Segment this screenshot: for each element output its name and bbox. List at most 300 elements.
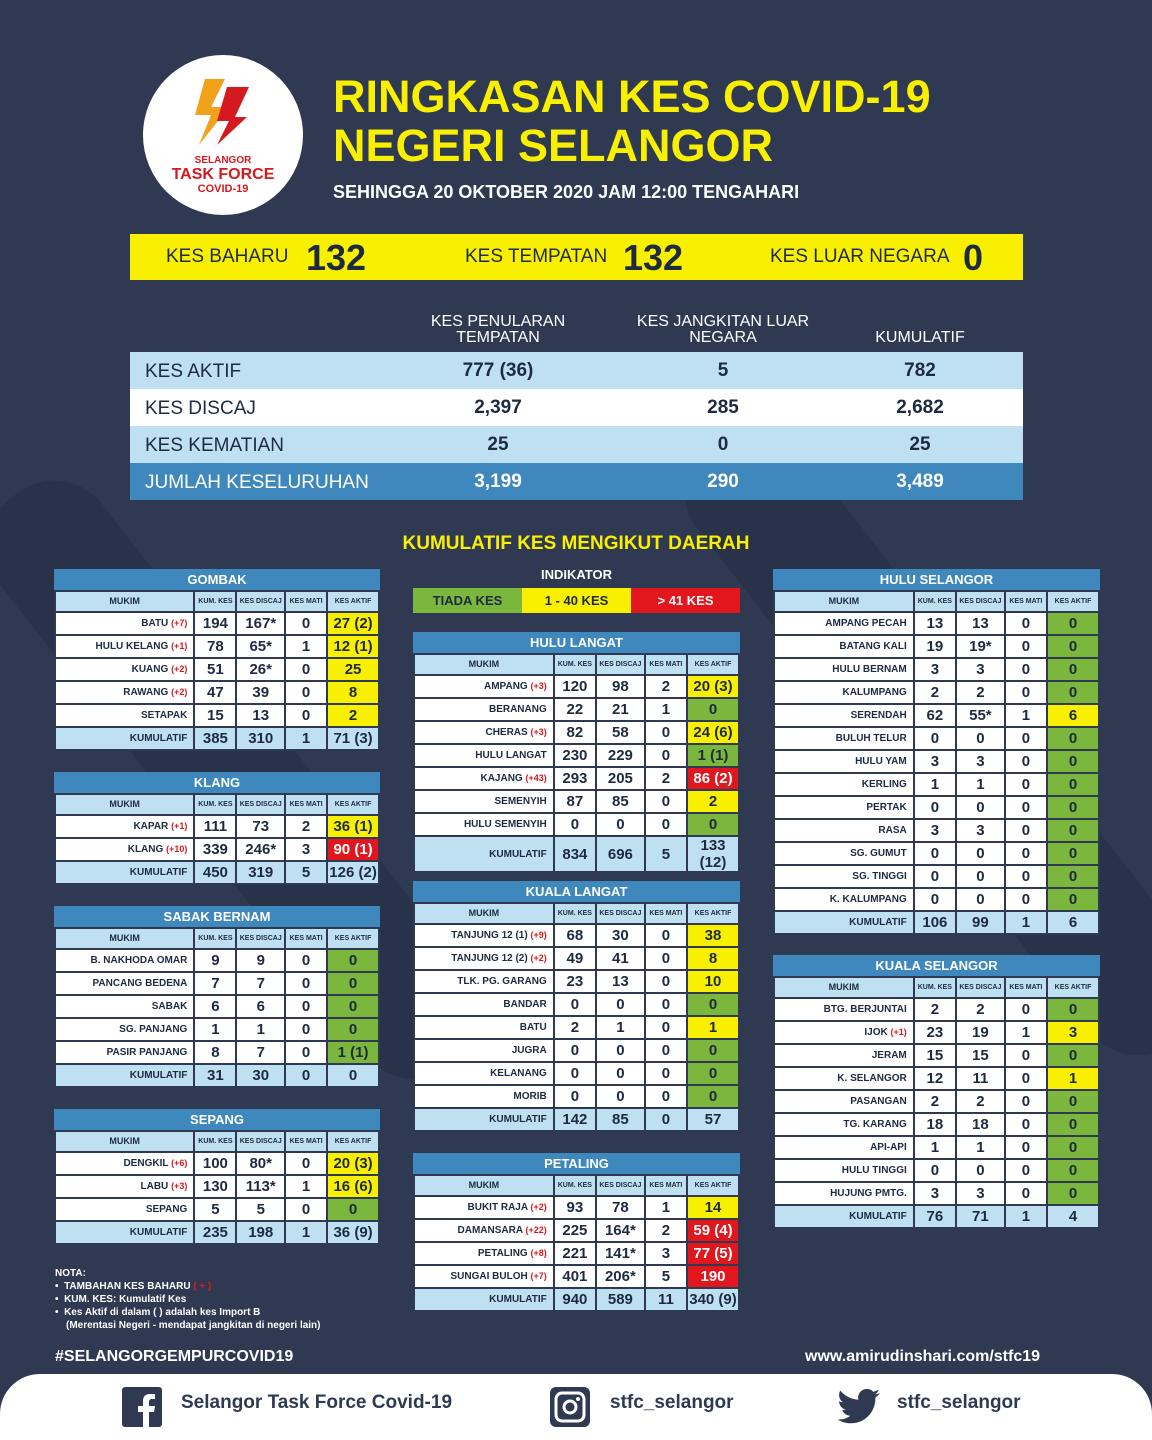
table-row [774, 1182, 1099, 1205]
summary-row-discaj [130, 389, 1023, 426]
column-header: MUKIM [55, 591, 194, 612]
summary-row-jumlah [130, 463, 1023, 500]
kes-aktif: 0 [1047, 1113, 1099, 1136]
new-case-increment: (+2) [530, 1202, 547, 1212]
mukim-label: CHERAS [485, 727, 528, 738]
table-row [414, 1242, 739, 1265]
kumulatif-value: 319 [236, 861, 285, 884]
kes-mati: 0 [645, 1062, 687, 1085]
kes-discaj: 11 [956, 1067, 1005, 1090]
kes-discaj: 206* [596, 1265, 645, 1288]
new-case-increment: (+7) [171, 618, 188, 628]
twitter-icon[interactable] [836, 1387, 882, 1427]
indicator-41-kes: > 41 KES [631, 588, 740, 613]
kes-mati: 0 [1005, 635, 1047, 658]
kes-discaj: 0 [956, 888, 1005, 911]
kum-kes: 401 [554, 1265, 596, 1288]
mukim-name [55, 838, 194, 861]
column-header-row [414, 654, 739, 675]
kes-discaj: 9 [236, 949, 285, 972]
kes-discaj: 1 [956, 1136, 1005, 1159]
kum-kes: 3 [914, 658, 956, 681]
facebook-icon[interactable] [122, 1387, 162, 1427]
kes-aktif: 86 (2) [687, 767, 739, 790]
kes-discaj: 1 [236, 1018, 285, 1041]
kes-discaj: 164* [596, 1219, 645, 1242]
column-header: KES MATI [1005, 591, 1047, 612]
column-header: KES MATI [285, 794, 327, 815]
kum-kes: 87 [554, 790, 596, 813]
column-header: KES DISCAJ [596, 1175, 645, 1196]
kes-discaj: 18 [956, 1113, 1005, 1136]
column-header: KES AKTIF [687, 1175, 739, 1196]
mukim-label: PASANGAN [850, 1096, 907, 1107]
indicator-1-40-kes: 1 - 40 KES [522, 588, 631, 613]
table-row [414, 993, 739, 1016]
column-header: KES AKTIF [327, 1131, 379, 1152]
kes-mati: 0 [1005, 888, 1047, 911]
mukim-label: BULUH TELUR [835, 733, 907, 744]
summary-cell: 5 [717, 360, 729, 381]
mukim-name [414, 1219, 554, 1242]
summary-cell: 285 [707, 397, 739, 418]
kes-aktif: 0 [687, 1039, 739, 1062]
kes-mati: 0 [285, 658, 327, 681]
kes-discaj: 0 [596, 813, 645, 836]
kes-mati: 0 [285, 1198, 327, 1221]
kumulatif-value: 1 [285, 1221, 327, 1244]
kes-discaj: 141* [596, 1242, 645, 1265]
mukim-name [414, 1265, 554, 1288]
table-row [414, 767, 739, 790]
column-header: MUKIM [414, 654, 554, 675]
column-header: KES AKTIF [1047, 977, 1099, 998]
instagram-link[interactable]: stfc_selangor [610, 1392, 734, 1413]
kes-mati: 0 [285, 1041, 327, 1064]
kes-mati: 0 [645, 1085, 687, 1108]
kes-mati: 0 [645, 993, 687, 1016]
kumulatif-value: 31 [194, 1064, 236, 1087]
column-header: KUM. KES [194, 794, 236, 815]
kum-kes: 12 [914, 1067, 956, 1090]
column-header: KES DISCAJ [596, 654, 645, 675]
column-header-row [55, 928, 379, 949]
footer [0, 1374, 1152, 1440]
district-table-gombak [54, 569, 380, 751]
mukim-name [55, 612, 194, 635]
kes-mati: 1 [645, 698, 687, 721]
kum-kes: 82 [554, 721, 596, 744]
kum-kes: 7 [194, 972, 236, 995]
table-row [55, 1152, 379, 1175]
column-header: MUKIM [55, 794, 194, 815]
kes-discaj: 1 [596, 1016, 645, 1039]
mukim-label: KAPAR [133, 821, 169, 832]
district-grid [54, 590, 380, 751]
title-line1: RINGKASAN KES COVID-19 [333, 71, 931, 122]
mukim-label: DENGKIL [123, 1158, 169, 1169]
kum-kes: 0 [914, 842, 956, 865]
mukim-name [774, 1113, 914, 1136]
kes-aktif: 3 [1047, 1021, 1099, 1044]
mukim-label: PERTAK [866, 802, 907, 813]
mukim-name [774, 819, 914, 842]
summary-cell: 3,199 [474, 471, 522, 492]
mukim-label: BATU [141, 618, 169, 629]
kes-discaj: 113* [236, 1175, 285, 1198]
logo-line2: TASK FORCE [171, 166, 275, 183]
mukim-name [414, 970, 554, 993]
new-case-increment: (+43) [525, 773, 547, 783]
kes-mati: 3 [285, 838, 327, 861]
table-row [55, 658, 379, 681]
kes-mati: 0 [645, 790, 687, 813]
kes-aktif: 8 [687, 947, 739, 970]
kes-discaj: 41 [596, 947, 645, 970]
kum-kes: 0 [914, 796, 956, 819]
kes-aktif: 1 [687, 1016, 739, 1039]
twitter-link[interactable]: stfc_selangor [897, 1392, 1021, 1413]
kes-discaj: 55* [956, 704, 1005, 727]
kes-aktif: 6 [1047, 704, 1099, 727]
district-table-sepang [54, 1109, 380, 1245]
mukim-label: IJOK [864, 1027, 888, 1038]
column-header: KUM. KES [554, 903, 596, 924]
summary-row-label: KES KEMATIAN [145, 435, 285, 456]
column-header: KES MATI [645, 654, 687, 675]
kumulatif-value: 30 [236, 1064, 285, 1087]
district-grid [54, 927, 380, 1088]
kumulatif-value: 310 [236, 727, 285, 750]
kumulatif-value: 0 [285, 1064, 327, 1087]
kes-discaj: 0 [956, 796, 1005, 819]
table-row [414, 675, 739, 698]
table-row [774, 998, 1099, 1021]
notes [55, 1267, 321, 1332]
kes-aktif: 12 (1) [327, 635, 379, 658]
kumulatif-value: 6 [1047, 911, 1099, 934]
mukim-label: HULU LANGAT [475, 750, 547, 761]
kes-aktif: 0 [327, 1198, 379, 1221]
mukim-label: SEPANG [145, 1204, 188, 1215]
new-case-increment: (+3) [530, 727, 547, 737]
table-row [774, 1113, 1099, 1136]
table-row [55, 681, 379, 704]
kes-discaj: 3 [956, 1182, 1005, 1205]
district-table-klang [54, 772, 380, 885]
kes-mati: 0 [645, 924, 687, 947]
column-header-row [414, 903, 739, 924]
kes-aktif: 24 (6) [687, 721, 739, 744]
kes-mati: 2 [285, 815, 327, 838]
kum-kes: 230 [554, 744, 596, 767]
kumulatif-label: KUMULATIF [55, 1221, 194, 1244]
kes-mati: 2 [645, 675, 687, 698]
mukim-name [414, 1016, 554, 1039]
kum-kes: 0 [554, 1039, 596, 1062]
kes-aktif: 25 [327, 658, 379, 681]
kes-aktif: 20 (3) [687, 675, 739, 698]
kes-discaj: 73 [236, 815, 285, 838]
kes-discaj: 2 [956, 681, 1005, 704]
mukim-name [414, 675, 554, 698]
table-row [55, 704, 379, 727]
nota-line3-text: Kes Aktif di dalam ( ) adalah kes Import B [64, 1307, 261, 1318]
indicator-legend [413, 567, 740, 613]
column-header: KES AKTIF [327, 928, 379, 949]
mukim-label: BANDAR [503, 999, 547, 1010]
summary-header-tempatan: KES PENULARAN TEMPATAN [430, 313, 566, 346]
district-table-kuala-selangor [773, 955, 1100, 1229]
table-row [774, 819, 1099, 842]
kum-kes: 194 [194, 612, 236, 635]
kes-luar-label: KES LUAR NEGARA [770, 246, 950, 267]
summary-cell: 2,397 [474, 397, 522, 418]
mukim-label: TG. KARANG [843, 1119, 907, 1130]
kes-aktif: 0 [687, 813, 739, 836]
column-header: KES MATI [645, 903, 687, 924]
kes-mati: 0 [1005, 865, 1047, 888]
kes-baharu-value: 132 [306, 237, 367, 278]
kumulatif-label: KUMULATIF [774, 1205, 914, 1228]
kes-discaj: 80* [236, 1152, 285, 1175]
kum-kes: 1 [194, 1018, 236, 1041]
nota-line1: • TAMBAHAN KES BAHARU ( + ) [55, 1281, 212, 1292]
kes-mati: 2 [645, 1219, 687, 1242]
mukim-name [774, 1090, 914, 1113]
table-row [414, 698, 739, 721]
table-row [414, 1039, 739, 1062]
mukim-name [55, 1175, 194, 1198]
mukim-label: RAWANG [123, 687, 169, 698]
kes-mati: 0 [1005, 1159, 1047, 1182]
column-header-row [55, 794, 379, 815]
kes-mati: 0 [1005, 1090, 1047, 1113]
kum-kes: 23 [554, 970, 596, 993]
nota-line2: • KUM. KES: Kumulatif Kes [55, 1294, 187, 1305]
kes-discaj: 0 [596, 1039, 645, 1062]
kum-kes: 2 [914, 681, 956, 704]
kes-discaj: 78 [596, 1196, 645, 1219]
kum-kes: 19 [914, 635, 956, 658]
mukim-label: HULU TINGGI [841, 1165, 907, 1176]
kes-mati: 0 [1005, 1067, 1047, 1090]
kes-aktif: 2 [327, 704, 379, 727]
kes-aktif: 38 [687, 924, 739, 947]
column-header: KES MATI [285, 928, 327, 949]
kes-aktif: 2 [687, 790, 739, 813]
kes-discaj: 85 [596, 790, 645, 813]
kum-kes: 47 [194, 681, 236, 704]
mukim-name [414, 1039, 554, 1062]
kes-aktif: 27 (2) [327, 612, 379, 635]
kumulatif-value: 142 [554, 1108, 596, 1131]
kumulatif-row [414, 1108, 739, 1131]
kes-mati: 0 [1005, 612, 1047, 635]
table-row [414, 790, 739, 813]
kumulatif-row [55, 861, 379, 884]
nota-title: NOTA: [55, 1268, 86, 1279]
page-title [333, 72, 931, 170]
mukim-name [55, 1198, 194, 1221]
mukim-label: SUNGAI BULOH [450, 1271, 528, 1282]
kes-mati: 0 [285, 612, 327, 635]
kumulatif-value: 589 [596, 1288, 645, 1311]
column-header: KES MATI [1005, 977, 1047, 998]
mukim-label: BTG. BERJUNTAI [823, 1004, 907, 1015]
mukim-label: KUANG [131, 664, 169, 675]
facebook-link[interactable]: Selangor Task Force Covid-19 [181, 1392, 453, 1413]
kes-discaj: 3 [956, 819, 1005, 842]
title-line2: NEGERI SELANGOR [333, 120, 774, 171]
table-row [774, 1159, 1099, 1182]
mukim-label: HULU KELANG [95, 641, 169, 652]
column-header: KES AKTIF [327, 794, 379, 815]
task-force-logo [143, 55, 303, 215]
table-row [55, 972, 379, 995]
table-row [414, 924, 739, 947]
kes-mati: 0 [1005, 796, 1047, 819]
kumulatif-label: KUMULATIF [774, 911, 914, 934]
mukim-name [414, 767, 554, 790]
table-row [55, 949, 379, 972]
mukim-label: SETAPAK [141, 710, 188, 721]
mukim-label: HULU BERNAM [832, 664, 907, 675]
kes-aktif: 0 [1047, 681, 1099, 704]
kes-mati: 0 [285, 972, 327, 995]
logo-line3: COVID-19 [197, 183, 249, 195]
column-header: KUM. KES [194, 1131, 236, 1152]
summary-cell: 25 [909, 434, 931, 455]
mukim-name [774, 842, 914, 865]
district-name: SEPANG [54, 1109, 380, 1130]
column-header: KUM. KES [194, 928, 236, 949]
nota-line3: • Kes Aktif di dalam ( ) adalah kes Import B [55, 1307, 261, 1318]
mukim-label: DAMANSARA [457, 1225, 523, 1236]
kum-kes: 225 [554, 1219, 596, 1242]
new-case-increment: (+1) [171, 641, 188, 651]
mukim-name [774, 1044, 914, 1067]
district-grid [413, 1174, 740, 1312]
summary-row-label: KES DISCAJ [145, 398, 256, 419]
kumulatif-label: KUMULATIF [414, 1108, 554, 1131]
column-header-row [414, 1175, 739, 1196]
kumulatif-value: 126 (2) [327, 861, 379, 884]
bolt-logo-icon [191, 77, 255, 147]
kum-kes: 120 [554, 675, 596, 698]
kes-aktif: 14 [687, 1196, 739, 1219]
mukim-name [774, 998, 914, 1021]
kes-aktif: 0 [1047, 773, 1099, 796]
mukim-name [774, 796, 914, 819]
mukim-label: KELANANG [490, 1068, 547, 1079]
summary-cell: 3,489 [896, 471, 944, 492]
new-case-increment: (+3) [530, 681, 547, 691]
kes-discaj: 0 [596, 1062, 645, 1085]
website-link[interactable]: www.amirudinshari.com/stfc19 [805, 1348, 1041, 1365]
kum-kes: 0 [554, 813, 596, 836]
mukim-name [414, 1085, 554, 1108]
kumulatif-label: KUMULATIF [55, 727, 194, 750]
mukim-label: API-API [870, 1142, 907, 1153]
kes-aktif: 0 [327, 995, 379, 1018]
mukim-name [414, 698, 554, 721]
mukim-label: HULU SEMENYIH [463, 819, 547, 830]
mukim-label: SG. PANJANG [119, 1024, 188, 1035]
column-header: KUM. KES [914, 591, 956, 612]
mukim-name [414, 1242, 554, 1265]
district-grid [413, 653, 740, 873]
mukim-name [414, 813, 554, 836]
kes-mati: 0 [285, 1152, 327, 1175]
new-case-increment: (+1) [171, 821, 188, 831]
column-header: KES DISCAJ [596, 903, 645, 924]
mukim-name [55, 658, 194, 681]
district-name: GOMBAK [54, 569, 380, 590]
mukim-name [55, 949, 194, 972]
kumulatif-value: 106 [914, 911, 956, 934]
kumulatif-value: 834 [554, 836, 596, 872]
kes-discaj: 3 [956, 658, 1005, 681]
kes-discaj: 0 [956, 842, 1005, 865]
kes-discaj: 7 [236, 1041, 285, 1064]
table-row [774, 658, 1099, 681]
summary-cell: 290 [707, 471, 739, 492]
mukim-name [55, 1041, 194, 1064]
kes-mati: 1 [1005, 704, 1047, 727]
district-name: PETALING [413, 1153, 740, 1174]
kes-discaj: 167* [236, 612, 285, 635]
kes-luar-value: 0 [963, 237, 984, 278]
column-header: KES DISCAJ [236, 928, 285, 949]
kes-aktif: 0 [1047, 842, 1099, 865]
district-grid [413, 902, 740, 1132]
mukim-label: TLK. PG. GARANG [457, 976, 547, 987]
kes-mati: 0 [285, 1018, 327, 1041]
mukim-name [414, 993, 554, 1016]
kumulatif-label: KUMULATIF [414, 1288, 554, 1311]
mukim-name [55, 704, 194, 727]
instagram-icon[interactable] [550, 1387, 590, 1427]
kumulatif-value: 940 [554, 1288, 596, 1311]
mukim-name [774, 1136, 914, 1159]
mukim-label: BATU [519, 1022, 547, 1033]
table-row [414, 947, 739, 970]
kes-mati: 0 [1005, 750, 1047, 773]
page-subtitle: SEHINGGA 20 OKTOBER 2020 JAM 12:00 TENGAHARI [333, 182, 800, 202]
kum-kes: 22 [554, 698, 596, 721]
kes-tempatan-label: KES TEMPATAN [465, 246, 608, 267]
column-header: MUKIM [774, 591, 914, 612]
kes-baharu-label: KES BAHARU [166, 246, 289, 267]
table-row [774, 681, 1099, 704]
summary-header-kumulatif: KUMULATIF [875, 329, 965, 346]
column-header: MUKIM [414, 903, 554, 924]
table-row [774, 1067, 1099, 1090]
kes-aktif: 0 [327, 972, 379, 995]
column-header: MUKIM [55, 928, 194, 949]
kum-kes: 93 [554, 1196, 596, 1219]
kes-mati: 1 [285, 635, 327, 658]
summary-row-kematian [130, 426, 1023, 463]
table-row [414, 1265, 739, 1288]
nota-mark: ( + ) [193, 1281, 212, 1292]
column-header-row [55, 591, 379, 612]
mukim-label: KALUMPANG [842, 687, 907, 698]
kes-aktif: 0 [1047, 1136, 1099, 1159]
kum-kes: 3 [914, 750, 956, 773]
kes-aktif: 0 [1047, 658, 1099, 681]
